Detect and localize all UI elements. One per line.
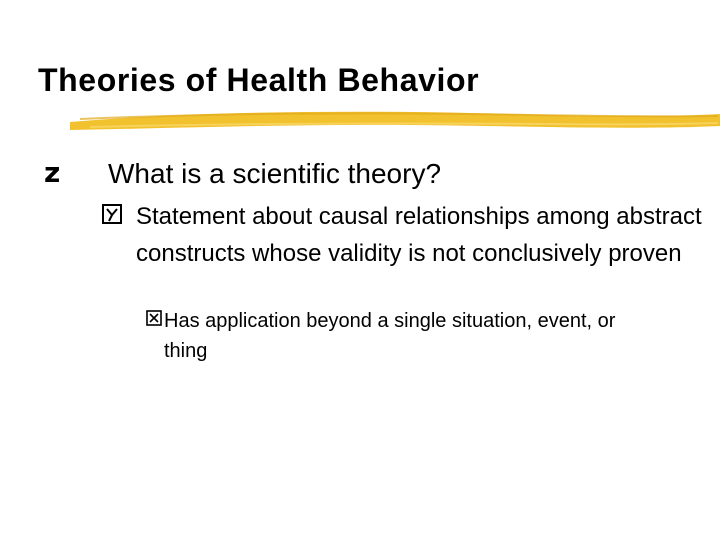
- title-underline-brushstroke: [70, 104, 720, 136]
- bullet-level2-text: Statement about causal relationships among abstract constructs whose validity is not conclusively proven: [136, 203, 702, 267]
- bullet-level3-text-content: Has application beyond a single situation, event, or thing: [164, 310, 616, 362]
- z-bullet-icon: z: [44, 156, 61, 189]
- checkbox-x-bullet-icon: [146, 310, 162, 326]
- slide-title: Theories of Health Behavior: [38, 62, 480, 98]
- checkbox-y-bullet-icon: [102, 204, 122, 224]
- bullet-level3-text: [164, 306, 624, 366]
- bullet-level1-text: What is a scientific theory?: [108, 158, 442, 189]
